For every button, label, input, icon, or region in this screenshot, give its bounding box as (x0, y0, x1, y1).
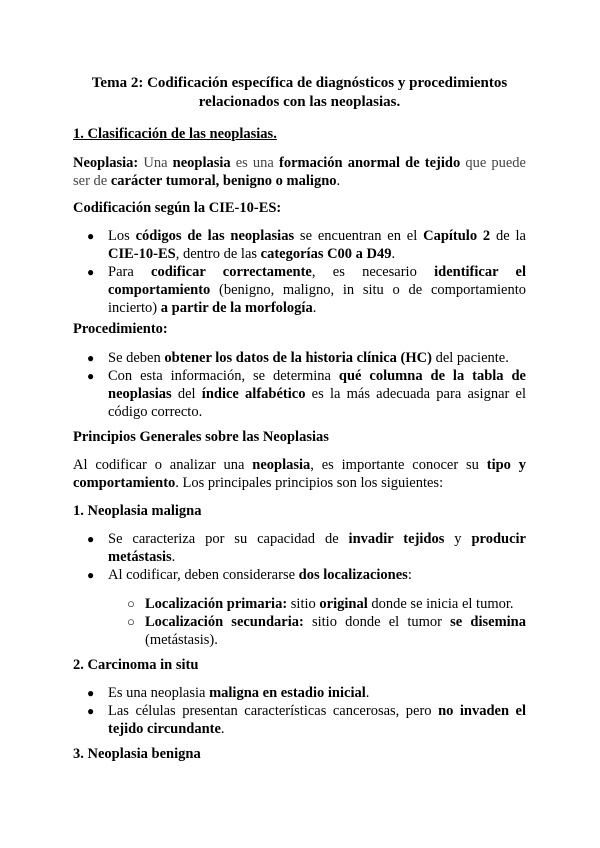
bold-text: Localización secundaria: (145, 614, 304, 630)
bold-text: producir metástasis (108, 531, 526, 565)
list-item (73, 263, 526, 317)
text: es la más adecuada para asignar el código correcto. (108, 386, 526, 420)
list-item (73, 367, 526, 421)
text: sitio (287, 596, 320, 612)
text: . (391, 246, 396, 262)
bold-text: códigos de las neoplasias (135, 228, 295, 244)
text: Una (138, 155, 173, 171)
bullet-icon: ● (87, 568, 95, 582)
bold-text: no invaden el tejido circundante (108, 703, 527, 737)
text: . (312, 300, 317, 316)
text: sitio donde el tumor (303, 614, 451, 630)
bold-text: original (319, 596, 368, 612)
text: Las células presentan características cancerosas, pero (108, 703, 439, 719)
list-item (73, 349, 526, 367)
section-heading-principles: Principios Generales sobre las Neoplasias (73, 429, 329, 445)
text: (metástasis). (145, 632, 218, 648)
list-item (73, 702, 526, 738)
text: es una (230, 155, 279, 171)
list-item (73, 530, 526, 566)
neoplasia-definition (73, 154, 526, 190)
bold-text: invadir tejidos (348, 531, 445, 547)
bold-text: Capítulo 2 (423, 228, 491, 244)
coding-list (73, 227, 526, 317)
list-item (73, 684, 526, 702)
bold-text: neoplasia (172, 155, 231, 171)
section-heading-malignant: 1. Neoplasia maligna (73, 503, 202, 519)
bullet-icon: ● (87, 229, 95, 243)
procedure-list (73, 349, 526, 421)
title-line-2: relacionados con las neoplasias. (198, 94, 401, 110)
text: . Los principales principios son los siguientes: (175, 475, 444, 491)
text: Es una neoplasia (108, 685, 210, 701)
bullet-icon: ● (87, 265, 95, 279)
bold-text: dos localizaciones (298, 567, 408, 583)
bold-text: obtener los datos de la historia clínica (HC) (164, 350, 432, 366)
text: (benigno, maligno, in situ o de comportamiento incierto) (108, 282, 526, 316)
bullet-icon: ● (87, 369, 95, 383)
bold-text: a partir de la morfología (160, 300, 313, 316)
bullet-icon: ● (87, 704, 95, 718)
text: Con esta información, se determina (108, 368, 339, 384)
list-item (127, 613, 526, 649)
section-heading-benign: 3. Neoplasia benigna (73, 746, 201, 762)
bullet-icon: ● (87, 351, 95, 365)
section-heading-insitu: 2. Carcinoma in situ (73, 657, 199, 673)
section-heading-coding: Codificación según la CIE-10-ES: (73, 200, 282, 216)
text: del paciente. (431, 350, 509, 366)
text: . (220, 721, 225, 737)
section-heading-procedure: Procedimiento: (73, 321, 168, 337)
text: Al codificar o analizar una (73, 457, 253, 473)
bold-text: codificar correctamente (151, 264, 312, 280)
text: Al codificar, deben considerarse (108, 567, 299, 583)
text: : (407, 567, 412, 583)
text: , es necesario (311, 264, 435, 280)
bullet-icon: ● (87, 532, 95, 546)
text: . (336, 173, 341, 189)
document-title (73, 74, 526, 112)
list-item (73, 227, 526, 263)
bold-text: CIE-10-ES (108, 246, 176, 262)
bold-text: Localización primaria: (145, 596, 288, 612)
bold-text: índice alfabético (201, 386, 306, 402)
bold-text: carácter tumoral, benigno o maligno (110, 173, 337, 189)
insitu-list (73, 684, 526, 738)
text: y (444, 531, 472, 547)
text: del (171, 386, 202, 402)
bullet-icon: ● (87, 686, 95, 700)
text: Se caracteriza por su capacidad de (108, 531, 349, 547)
text: Los (108, 228, 136, 244)
circle-bullet-icon: ○ (127, 614, 135, 629)
text: . (365, 685, 370, 701)
bold-text: neoplasia (252, 457, 311, 473)
circle-bullet-icon: ○ (127, 596, 135, 611)
list-item (73, 566, 526, 584)
principles-intro (73, 456, 526, 492)
bold-text: maligna en estadio inicial (209, 685, 366, 701)
text: , dentro de las (175, 246, 261, 262)
text: donde se inicia el tumor. (367, 596, 514, 612)
list-item (127, 595, 526, 613)
text: , es importante conocer su (310, 457, 487, 473)
text: que puede ser de (73, 155, 526, 189)
bold-text: categorías C00 a D49 (260, 246, 392, 262)
localization-list (127, 595, 526, 649)
bold-text: qué columna de la tabla de neoplasias (108, 368, 526, 402)
section-heading-classification: 1. Clasificación de las neoplasias. (73, 126, 277, 142)
text: de la (490, 228, 526, 244)
definition-label: Neoplasia: (73, 155, 139, 171)
text: . (171, 549, 176, 565)
text: Se deben (108, 350, 165, 366)
malignant-list (73, 530, 526, 584)
bold-text: se disemina (450, 614, 526, 630)
title-line-1: Tema 2: Codificación específica de diagnósticos y procedimientos (91, 75, 508, 91)
bold-text: tipo y comportamiento (73, 457, 527, 491)
text: Para (108, 264, 152, 280)
bold-text: formación anormal de tejido (278, 155, 461, 171)
bold-text: identificar el comportamiento (108, 264, 526, 298)
text: se encuentran en el (294, 228, 424, 244)
